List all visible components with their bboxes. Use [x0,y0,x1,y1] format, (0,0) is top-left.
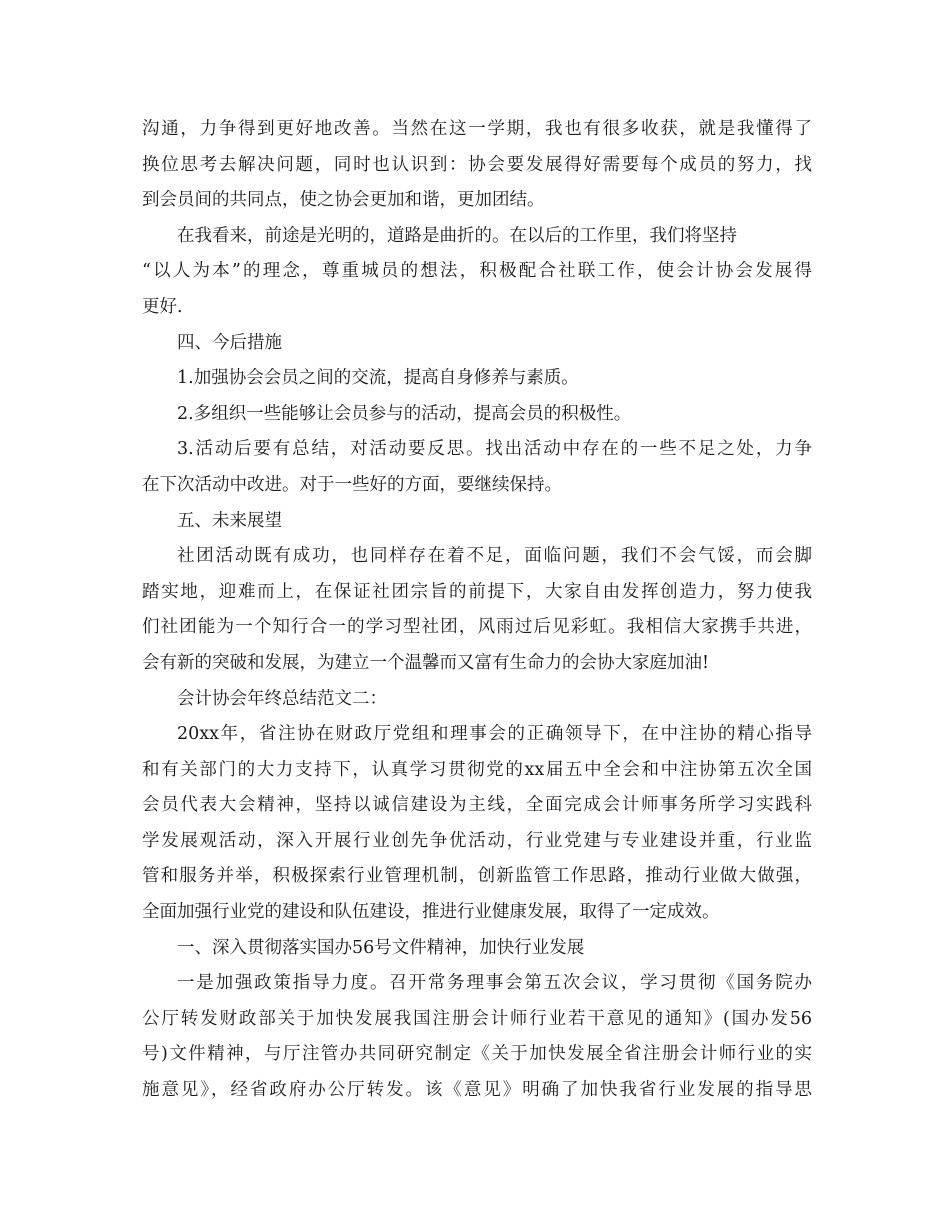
text-line: 会计协会年终总结范文二： [177,688,387,709]
text-line: 踏实地，迎难而上，在保证社团宗旨的前提下，大家自由发挥创造力，努力使我 [142,581,812,602]
text-line: 和有关部门的大力支持下，认真学习贯彻党的xx届五中全会和中注协第五次全国 [142,759,812,780]
text-line: 会员代表大会精神，坚持以诚信建设为主线，全面完成会计师事务所学习实践科 [142,795,812,816]
text-line: 沟通，力争得到更好地改善。当然在这一学期，我也有很多收获，就是我懂得了 [142,119,812,139]
text-line: 全面加强行业党的建设和队伍建设，推进行业健康发展，取得了一定成效。 [142,902,720,923]
text-line: 施意见》，经省政府办公厅转发。该《意见》明确了加快我省行业发展的指导思 [142,1080,812,1101]
text-line: 到会员间的共同点，使之协会更加和谐，更加团结。 [142,190,545,211]
text-line: 更好. [142,296,183,317]
text-line: 号)文件精神，与厅注管办共同研究制定《关于加快发展全省注册会计师行业的实 [142,1044,812,1065]
text-line: 在我看来，前途是光明的，道路是曲折的。在以后的工作里，我们将坚持 [177,225,737,246]
text-line: 在下次活动中改进。对于一些好的方面，要继续保持。 [142,474,562,495]
text-line: 们社团能为一个知行合一的学习型社团，风雨过后见彩虹。我相信大家携手共进， [142,617,812,638]
text-line: 管和服务并举，积极探索行业管理机制，创新监管工作思路，推动行业做大做强， [142,866,812,887]
text-line: “以人为本”的理念，尊重城员的想法，积极配合社联工作，使会计协会发展得 [142,261,812,282]
text-line: 2.多组织一些能够让会员参与的活动，提高会员的积极性。 [177,403,632,424]
text-line: 一、深入贯彻落实国办56号文件精神，加快行业发展 [177,937,585,958]
text-line: 社团活动既有成功，也同样存在着不足，面临问题，我们不会气馁，而会脚 [177,546,812,567]
text-line: 20xx年，省注协在财政厅党组和理事会的正确领导下，在中注协的精心指导 [177,724,812,745]
document-body [142,112,812,1109]
text-line: 会有新的突破和发展，为建立一个温馨而又富有生命力的会协大家庭加油! [142,652,710,673]
text-line: 公厅转发财政部关于加快发展我国注册会计师行业若干意见的通知》(国办发56 [142,1008,812,1029]
text-line: 3.活动后要有总结，对活动要反思。找出活动中存在的一些不足之处，力争 [177,439,812,460]
text-line: 1.加强协会会员之间的交流，提高自身修养与素质。 [177,368,579,389]
text-line: 五、未来展望 [177,510,282,531]
text-line: 换位思考去解决问题，同时也认识到：协会要发展得好需要每个成员的努力，找 [142,154,812,175]
text-line: 一是加强政策指导力度。召开常务理事会第五次会议，学习贯彻《国务院办 [177,973,812,994]
text-line: 四、今后措施 [177,332,282,353]
text-line: 学发展观活动，深入开展行业创先争优活动，行业党建与专业建设并重，行业监 [142,830,812,851]
